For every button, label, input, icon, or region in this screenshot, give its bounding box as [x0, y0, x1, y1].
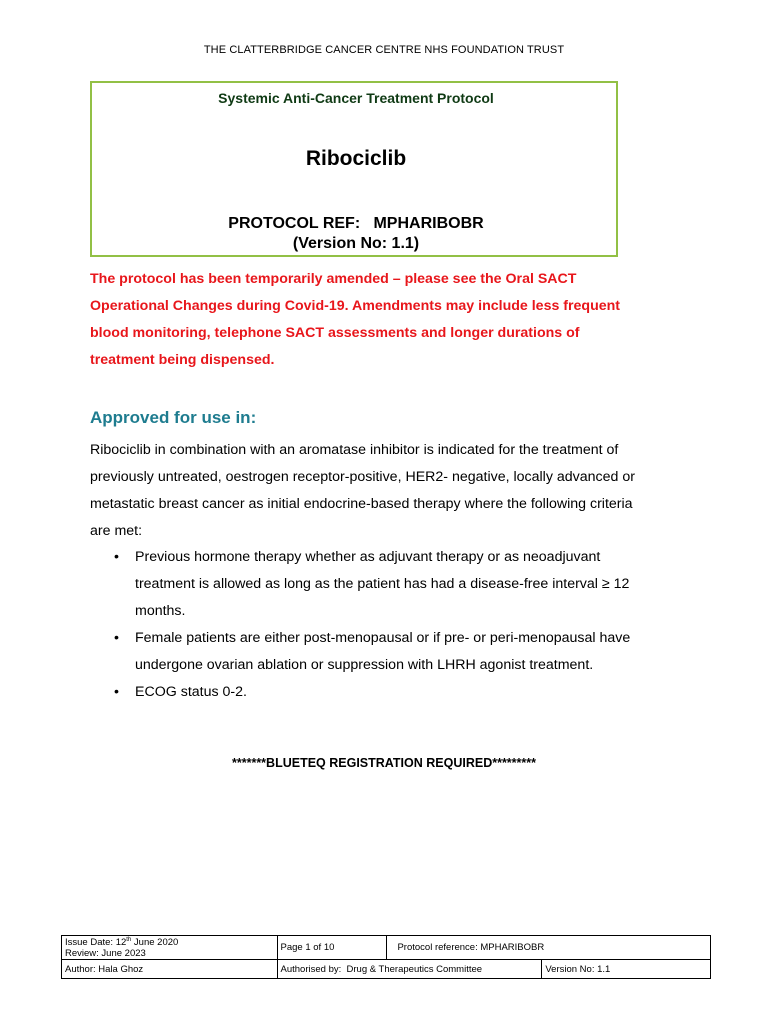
footer-row: [62, 936, 711, 960]
footer-version: Version No: 1.1: [542, 960, 711, 979]
review-date: Review: June 2023: [65, 947, 146, 959]
criteria-line: months.: [135, 603, 186, 619]
protocol-version: (Version No: 1.1): [292, 235, 420, 252]
criteria-item: [90, 679, 690, 706]
criteria-list: [90, 544, 690, 706]
amendment-line: treatment being dispensed.: [90, 352, 275, 368]
approved-heading: Approved for use in:: [90, 408, 257, 427]
criteria-line: Previous hormone therapy whether as adjuvant therapy or as neoadjuvant: [135, 549, 601, 565]
footer-protocol-reference: Protocol reference: MPHARIBOBR: [387, 936, 711, 960]
footer-authorised-by: Authorised by: Drug & Therapeutics Committee: [277, 960, 542, 979]
footer-issue-cell: [62, 936, 278, 960]
indication-line: metastatic breast cancer as initial endocrine-based therapy where the following criteria: [90, 496, 633, 512]
amendment-line: The protocol has been temporarily amended – please see the Oral SACT: [90, 271, 577, 287]
drug-name-title: Ribociclib: [305, 147, 407, 170]
criteria-line: treatment is allowed as long as the patient has had a disease-free interval ≥ 12: [135, 576, 630, 592]
criteria-line: Female patients are either post-menopausal or if pre- or peri-menopausal have: [135, 630, 631, 646]
bullet-icon: •: [114, 630, 119, 646]
trust-header: THE CLATTERBRIDGE CANCER CENTRE NHS FOUNDATION TRUST: [203, 44, 565, 56]
criteria-line: ECOG status 0-2.: [135, 684, 247, 700]
amendment-notice: [90, 266, 690, 374]
criteria-line: undergone ovarian ablation or suppression with LHRH agonist treatment.: [135, 657, 594, 673]
protocol-title-box: [90, 81, 618, 257]
criteria-item: [90, 625, 690, 679]
protocol-ref: PROTOCOL REF: MPHARIBOBR: [228, 215, 484, 232]
footer-table: [61, 935, 711, 979]
blueteq-notice: *******BLUETEQ REGISTRATION REQUIRED*********: [232, 756, 536, 770]
indication-paragraph: [90, 437, 690, 545]
amendment-line: blood monitoring, telephone SACT assessments and longer durations of: [90, 325, 580, 341]
bullet-icon: •: [114, 549, 119, 565]
footer-page-number: Page 1 of 10: [277, 936, 387, 960]
protocol-subtitle: Systemic Anti-Cancer Treatment Protocol: [218, 90, 494, 106]
indication-line: Ribociclib in combination with an aromatase inhibitor is indicated for the treatment of: [90, 442, 619, 458]
issue-date: Issue Date: 12th June 2020: [65, 936, 179, 948]
footer-author: Author: Hala Ghoz: [62, 960, 278, 979]
indication-line: previously untreated, oestrogen receptor-positive, HER2- negative, locally advanced or: [90, 469, 635, 485]
criteria-item: [90, 544, 690, 625]
amendment-line: Operational Changes during Covid-19. Amendments may include less frequent: [90, 298, 621, 314]
footer-row: [62, 960, 711, 979]
bullet-icon: •: [114, 684, 119, 700]
indication-line: are met:: [90, 523, 143, 539]
